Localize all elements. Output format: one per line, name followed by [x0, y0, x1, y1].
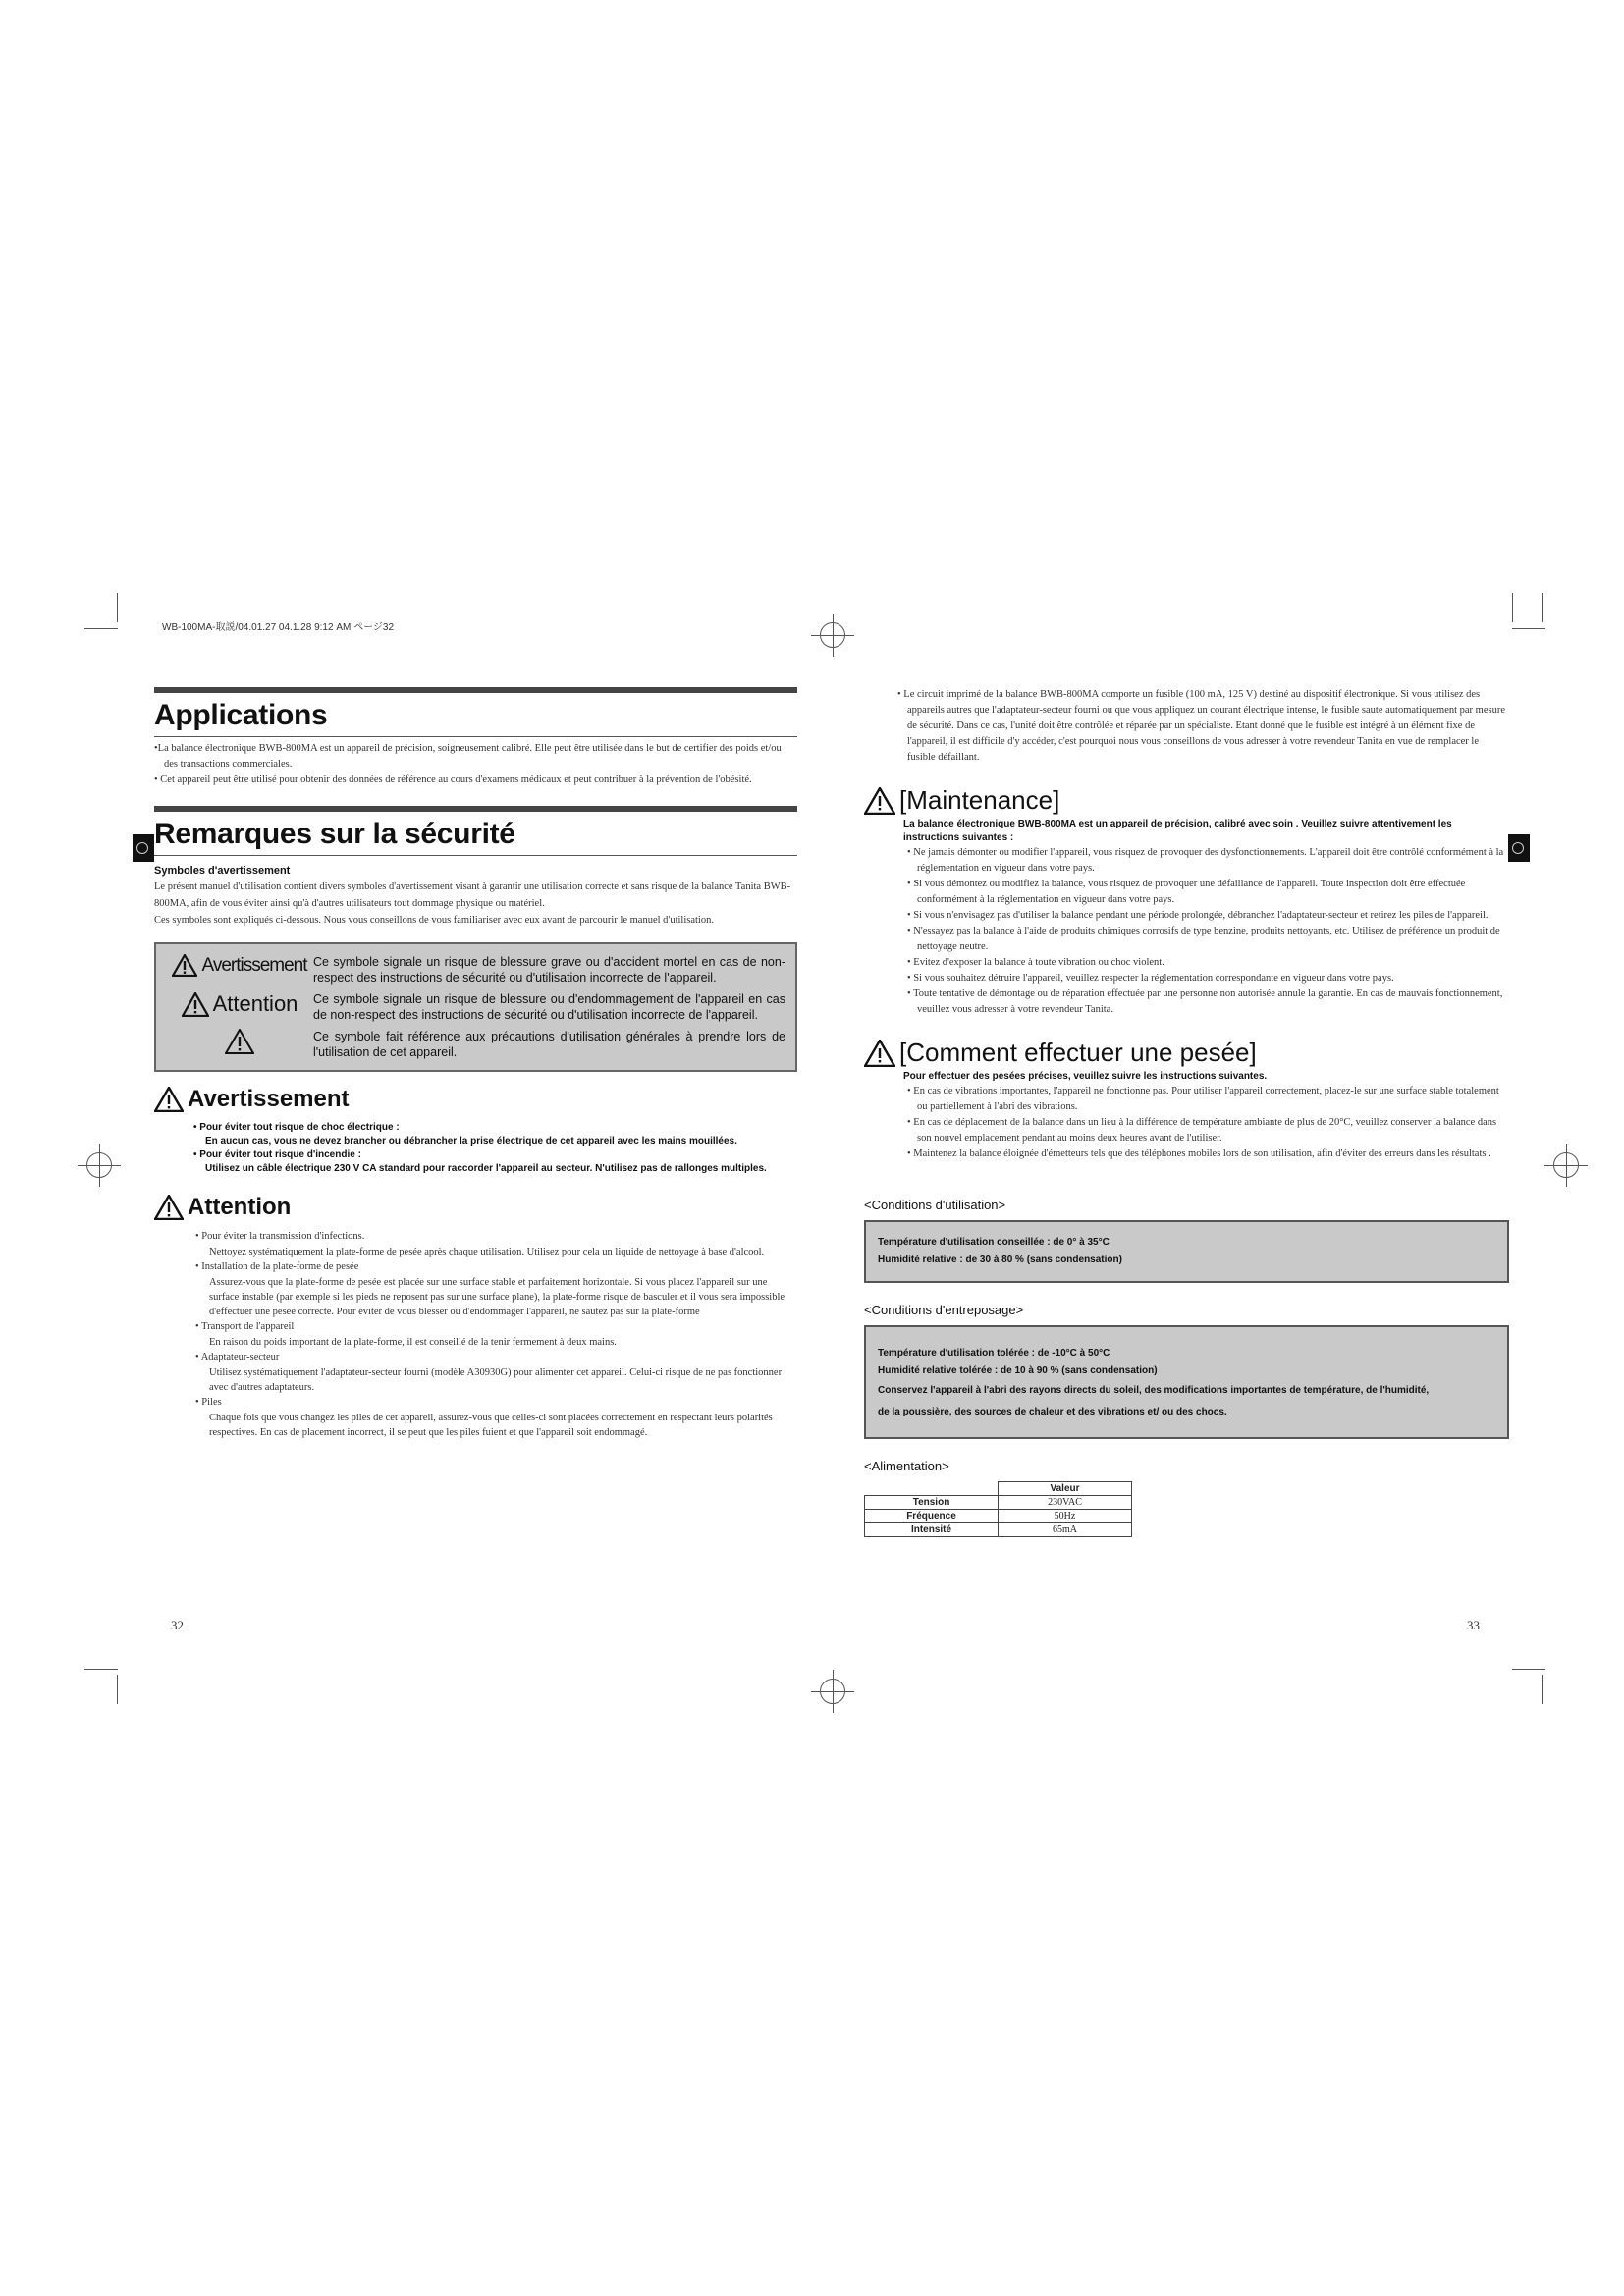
registration-mark [1553, 1152, 1579, 1178]
symbol-label-text: Avertissement [201, 954, 307, 976]
left-page [154, 687, 797, 1440]
table-cell: Intensité [865, 1523, 999, 1537]
crop-mark [1542, 1675, 1543, 1704]
right-side-tab [1508, 834, 1530, 862]
fuse-note: • Le circuit imprimé de la balance BWB-800MA comporte un fusible (100 mA, 125 V) destiné au dispositif électronique. Si vous utilisez des appareils autres que l'adaptateur-secteur fourni ou que vous appliquez un courant électrique intense, le fusible saute automatiquement par mesure de sécurité. Dans ce cas, l'unité doit être contrôlée et réparée par un spécialiste. Etant donné que le fusible est intégré à un élément fixe de l'appareil, il est difficile d'y accéder, c'est pourquoi nous vous conseillons de vous adresser à votre revendeur Tanita en vue de remplacer le fusible défaillant. [897, 689, 1505, 763]
weighing-title: [Comment effectuer une pesée] [899, 1038, 1257, 1067]
avertissement-heading [154, 1086, 797, 1113]
warning-bullet: • Pour éviter tout risque d'incendie : [193, 1149, 361, 1160]
attention-detail: Utilisez systématiquement l'adaptateur-secteur fourni (modèle A30930G) pour alimenter cet appareil. Celui-ci risque de ne pas fonctionner avec d'autres adaptateurs. [209, 1367, 783, 1393]
symbol-label [166, 991, 313, 1017]
warning-triangle-icon [154, 1195, 184, 1220]
attention-bullet: • Adaptateur-secteur [195, 1352, 280, 1362]
storage-conditions-title: <Conditions d'entreposage> [864, 1303, 1024, 1317]
left-side-tab [133, 834, 154, 862]
warning-triangle-icon [154, 1087, 184, 1112]
symbol-row-attention [166, 991, 785, 1023]
symbol-label [166, 1029, 313, 1054]
table-row [865, 1482, 1132, 1496]
weighing-item: • En cas de vibrations importantes, l'appareil ne fonctionne pas. Pour utiliser l'appareil correctement, placez-le sur une surface stable totalement ou partiellement à l'abri des vibrations. [907, 1086, 1499, 1112]
attention-detail: Nettoyez systématiquement la plate-forme de pesée après chaque utilisation. Utilisez pour cela un liquide de nettoyage à base d'alcool. [209, 1247, 765, 1257]
attention-detail: En raison du poids important de la plate-forme, il est conseillé de la tenir fermement à deux mains. [209, 1337, 617, 1348]
table-row [865, 1496, 1132, 1510]
symbol-label [166, 954, 313, 977]
attention-heading [154, 1194, 797, 1221]
table-cell: 230VAC [999, 1496, 1132, 1510]
storage-conditions-box [864, 1325, 1509, 1439]
print-header: WB-100MA-取説/04.01.27 04.1.28 9:12 AM ページ32 [162, 622, 395, 633]
warning-triangle-icon [182, 992, 209, 1017]
attention-detail: Assurez-vous que la plate-forme de pesée est placée sur une surface stable et parfaitement horizontale. Si vous placez l'appareil sur une surface instable (par exemple si les pieds ne reposent pas sur une surface plane), la plate-forme risque de basculer et il vous sera impossible d'effectuer une pesée correcte. Pour éviter de vous blesser ou d'endommager l'appareil, ne sautez pas sur la plate-forme [209, 1277, 785, 1317]
maintenance-item: • Toute tentative de démontage ou de réparation effectuée par une personne non autorisée annule la garantie. En cas de mauvais fonctionnement, veuillez vous adresser à votre revendeur Tanita. [907, 988, 1503, 1015]
table-header: Valeur [999, 1482, 1132, 1496]
usage-condition-line: Humidité relative : de 30 à 80 % (sans condensation) [878, 1255, 1122, 1265]
crop-mark [1542, 593, 1543, 622]
attention-bullet: • Piles [195, 1397, 222, 1408]
maintenance-heading [864, 785, 1509, 816]
applications-title: Applications [154, 699, 797, 737]
usage-conditions-box [864, 1220, 1509, 1283]
weighing-list [864, 1084, 1509, 1162]
page-number: 33 [1467, 1618, 1480, 1632]
attention-bullet: • Transport de l'appareil [195, 1321, 295, 1332]
crop-mark [1512, 628, 1545, 629]
avertissement-title: Avertissement [188, 1086, 350, 1112]
storage-condition-line: Humidité relative tolérée : de 10 à 90 % (sans condensation) [878, 1365, 1158, 1376]
warning-triangle-icon [225, 1029, 254, 1054]
attention-bullet: • Pour éviter la transmission d'infections. [195, 1231, 365, 1242]
attention-detail: Chaque fois que vous changez les piles de cet appareil, assurez-vous que celles-ci sont placées correctement en respectant leurs polarités respectives. En cas de placement incorrect, il se peut que les piles fuient et que l'appareil soit endommagé. [209, 1413, 773, 1438]
maintenance-list [864, 845, 1509, 1018]
warning-triangle-icon [864, 787, 895, 815]
crop-mark [117, 593, 118, 622]
table-cell: Fréquence [865, 1510, 999, 1523]
registration-mark [86, 1152, 112, 1178]
maintenance-intro: La balance électronique BWB-800MA est un appareil de précision, calibré avec soin . Veuillez suivre attentivement les instructions suivantes : [903, 819, 1452, 843]
storage-condition-line: Conservez l'appareil à l'abri des rayons directs du soleil, des modifications importantes de température, de l'humidité, [878, 1385, 1430, 1396]
symbol-row-avertissement [166, 954, 785, 986]
warning-detail: Utilisez un câble électrique 230 V CA standard pour raccorder l'appareil au secteur. N'utilisez pas de rallonges multiples. [205, 1163, 767, 1174]
attention-list [154, 1229, 797, 1440]
symbol-description: Ce symbole fait référence aux précautions d'utilisation générales à prendre lors de l'utilisation de cet appareil. [313, 1030, 785, 1059]
weighing-intro: Pour effectuer des pesées précises, veuillez suivre les instructions suivantes. [903, 1071, 1268, 1082]
usage-conditions-title: <Conditions d'utilisation> [864, 1198, 1006, 1212]
registration-mark [820, 1679, 845, 1704]
weighing-item: • En cas de déplacement de la balance dans un lieu à la différence de température ambiante de plus de 20°C, veuillez conserver la balance dans son nouvel emplacement pendant au moins deux heures avant de l'utiliser. [907, 1117, 1497, 1144]
crop-mark [117, 1675, 118, 1704]
applications-item: •La balance électronique BWB-800MA est un appareil de précision, soigneusement calibré. Elle peut être utilisée dans le but de certifier des poids et/ou des transactions commerciales. [154, 743, 782, 770]
applications-item: • Cet appareil peut être utilisé pour obtenir des données de référence au cours d'examens médicaux et peut contribuer à la prévention de l'obésité. [154, 774, 752, 785]
section-rule [154, 806, 797, 812]
maintenance-item: • Si vous démontez ou modifiez la balance, vous risquez de provoquer une défaillance de l'appareil. Toute inspection doit être effectuée conformément à la réglementation en vigueur dans votre pays. [907, 879, 1466, 905]
weighing-heading [864, 1038, 1509, 1068]
symbol-label-text: Attention [212, 991, 298, 1016]
warning-detail: En aucun cas, vous ne devez brancher ou débrancher la prise électrique de cet appareil avec les mains mouillées. [205, 1136, 737, 1147]
table-cell: 50Hz [999, 1510, 1132, 1523]
maintenance-item: • Si vous n'envisagez pas d'utiliser la balance pendant une période prolongée, débranchez l'adaptateur-secteur et retirez les piles de l'appareil. [907, 910, 1489, 921]
storage-condition-line: de la poussière, des sources de chaleur et des vibrations et/ ou des chocs. [878, 1407, 1227, 1417]
crop-mark [1512, 1669, 1545, 1670]
safety-title: Remarques sur la sécurité [154, 818, 797, 856]
warning-triangle-icon [172, 954, 197, 977]
safety-paragraph: Ces symboles sont expliqués ci-dessous. Nous vous conseillons de vous familiariser avec eux avant de parcourir le manuel d'utilisation. [154, 915, 714, 926]
symbol-description: Ce symbole signale un risque de blessure ou d'endommagement de l'appareil en cas de non-respect des instructions de sécurité ou d'utilisation incorrecte de l'appareil. [313, 992, 785, 1022]
maintenance-item: • N'essayez pas la balance à l'aide de produits chimiques corrosifs de type benzine, produits nettoyants, etc. Utilisez de préférence un produit de nettoyage neutre. [907, 926, 1500, 952]
symbols-heading: Symboles d'avertissement [154, 865, 291, 877]
table-cell [865, 1482, 999, 1496]
safety-paragraph: Le présent manuel d'utilisation contient divers symboles d'avertissement visant à garantir une utilisation correcte et sans risque de la balance Tanita BWB-800MA, afin de vous éviter ainsi qu'à d'autres utilisateurs tout dommage physique ou matériel. [154, 881, 791, 909]
maintenance-item: • Evitez d'exposer la balance à toute vibration ou choc violent. [907, 957, 1164, 968]
right-page [864, 687, 1509, 1537]
page-number: 32 [171, 1618, 184, 1632]
registration-mark [820, 622, 845, 648]
symbol-row-general [166, 1029, 785, 1060]
table-row [865, 1510, 1132, 1523]
crop-mark [1512, 593, 1513, 622]
warning-bullet: • Pour éviter tout risque de choc électrique : [193, 1122, 400, 1133]
power-title: <Alimentation> [864, 1459, 949, 1473]
symbol-description: Ce symbole signale un risque de blessure grave ou d'accident mortel en cas de non-respect des instructions de sécurité ou d'utilisation incorrecte de l'appareil. [313, 955, 785, 985]
attention-bullet: • Installation de la plate-forme de pesée [195, 1261, 359, 1272]
storage-condition-line: Température d'utilisation tolérée : de -10°C à 50°C [878, 1348, 1110, 1359]
power-table [864, 1481, 1132, 1537]
maintenance-item: • Si vous souhaitez détruire l'appareil, veuillez respecter la réglementation correspondante en vigueur dans votre pays. [907, 973, 1394, 984]
weighing-item: • Maintenez la balance éloignée d'émetteurs tels que des téléphones mobiles lors de son utilisation, afin d'éviter des erreurs dans les résultats . [907, 1148, 1491, 1159]
attention-title: Attention [188, 1194, 292, 1220]
crop-mark [84, 628, 118, 629]
crop-mark [84, 1669, 118, 1670]
section-rule [154, 687, 797, 693]
usage-condition-line: Température d'utilisation conseillée : de 0° à 35°C [878, 1237, 1110, 1248]
warning-triangle-icon [864, 1040, 895, 1067]
maintenance-title: [Maintenance] [899, 785, 1060, 815]
table-cell: Tension [865, 1496, 999, 1510]
table-cell: 65mA [999, 1523, 1132, 1537]
warning-symbols-box [154, 942, 797, 1072]
maintenance-item: • Ne jamais démonter ou modifier l'appareil, vous risquez de provoquer des dysfonctionnements. L'appareil doit être contrôlé conformément à la réglementation en vigueur dans votre pays. [907, 847, 1504, 874]
table-row [865, 1523, 1132, 1537]
